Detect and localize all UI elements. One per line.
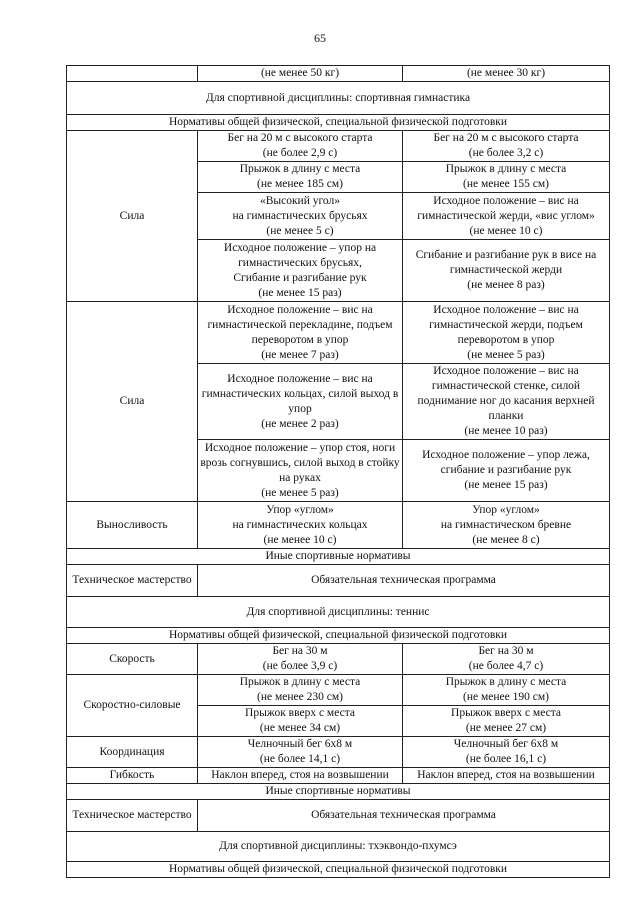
table-cell: Исходное положение – упор лежа, сгибание и разгибание рук (не менее 15 раз) — [403, 440, 610, 502]
discipline-title: Для спортивной дисциплины: спортивная гимнастика — [67, 82, 610, 115]
category-cell: Сила — [67, 302, 198, 502]
table-cell: (не менее 50 кг) — [198, 66, 403, 82]
table-row — [67, 800, 610, 832]
table-cell: Челночный бег 6х8 м (не более 16,1 с) — [403, 737, 610, 768]
table-cell: Прыжок в длину с места (не менее 230 см) — [198, 675, 403, 706]
table-cell — [67, 66, 198, 82]
category-cell: Техническое мастерство — [67, 800, 198, 832]
table-cell: «Высокий угол» на гимнастических брусьях (не менее 5 с) — [198, 193, 403, 240]
table-cell: Упор «углом» на гимнастических кольцах (не менее 10 с) — [198, 502, 403, 549]
table-cell: Исходное положение – вис на гимнастической жерди, подъем переворотом в упор (не менее 5 раз) — [403, 302, 610, 364]
norms-table — [66, 65, 610, 878]
table-cell: Упор «углом» на гимнастическом бревне (не менее 8 с) — [403, 502, 610, 549]
table-cell: Бег на 30 м (не более 3,9 с) — [198, 644, 403, 675]
section-header: Нормативы общей физической, специальной физической подготовки — [67, 628, 610, 644]
table-cell: Исходное положение – упор на гимнастических брусьях, Сгибание и разгибание рук (не менее 15 раз) — [198, 240, 403, 302]
table-cell: Сгибание и разгибание рук в висе на гимнастической жерди (не менее 8 раз) — [403, 240, 610, 302]
table-cell: Обязательная техническая программа — [198, 565, 610, 597]
category-cell: Координация — [67, 737, 198, 768]
section-header-row — [67, 628, 610, 644]
section-header: Нормативы общей физической, специальной физической подготовки — [67, 115, 610, 131]
discipline-row — [67, 597, 610, 628]
table-row — [67, 502, 610, 549]
table-cell: Прыжок вверх с места (не менее 34 см) — [198, 706, 403, 737]
category-cell: Сила — [67, 131, 198, 302]
category-cell: Гибкость — [67, 768, 198, 784]
discipline-row — [67, 82, 610, 115]
table-cell: Прыжок вверх с места (не менее 27 см) — [403, 706, 610, 737]
category-cell: Скорость — [67, 644, 198, 675]
table-row — [67, 737, 610, 768]
table-cell: Бег на 20 м с высокого старта (не более 3,2 с) — [403, 131, 610, 162]
section-header-row — [67, 115, 610, 131]
table-cell: Бег на 20 м с высокого старта (не более 2,9 с) — [198, 131, 403, 162]
table-cell: Прыжок в длину с места (не менее 190 см) — [403, 675, 610, 706]
section-header-row — [67, 784, 610, 800]
table-row — [67, 66, 610, 82]
table-cell: Наклон вперед, стоя на возвышении — [403, 768, 610, 784]
table-cell: Исходное положение – вис на гимнастической перекладине, подъем переворотом в упор (не менее 7 раз) — [198, 302, 403, 364]
discipline-title: Для спортивной дисциплины: теннис — [67, 597, 610, 628]
section-header-row — [67, 862, 610, 878]
table-row — [67, 131, 610, 162]
table-row — [67, 565, 610, 597]
discipline-title: Для спортивной дисциплины: тхэквондо-пхумсэ — [67, 832, 610, 862]
table-cell: Наклон вперед, стоя на возвышении — [198, 768, 403, 784]
table-cell: (не менее 30 кг) — [403, 66, 610, 82]
section-header: Нормативы общей физической, специальной физической подготовки — [67, 862, 610, 878]
page-number: 65 — [314, 31, 326, 45]
category-cell: Техническое мастерство — [67, 565, 198, 597]
table-row — [67, 675, 610, 706]
category-cell: Выносливость — [67, 502, 198, 549]
table-cell: Исходное положение – вис на гимнастической стенке, силой поднимание ног до касания верхней планки (не менее 10 раз) — [403, 364, 610, 440]
table-cell: Исходное положение – упор стоя, ноги врозь согнувшись, силой выход в стойку на руках (не менее 5 раз) — [198, 440, 403, 502]
table-cell: Прыжок в длину с места (не менее 155 см) — [403, 162, 610, 193]
table-cell: Прыжок в длину с места (не менее 185 см) — [198, 162, 403, 193]
table-row — [67, 768, 610, 784]
table-row — [67, 302, 610, 364]
category-cell: Скоростно-силовые — [67, 675, 198, 737]
section-header-row — [67, 549, 610, 565]
table-cell: Исходное положение – вис на гимнастических кольцах, силой выход в упор (не менее 2 раз) — [198, 364, 403, 440]
table-cell: Исходное положение – вис на гимнастической жерди, «вис углом» (не менее 10 с) — [403, 193, 610, 240]
section-header: Иные спортивные нормативы — [67, 784, 610, 800]
table-cell: Обязательная техническая программа — [198, 800, 610, 832]
table-cell: Челночный бег 6х8 м (не более 14,1 с) — [198, 737, 403, 768]
discipline-row — [67, 832, 610, 862]
table-cell: Бег на 30 м (не более 4,7 с) — [403, 644, 610, 675]
table-row — [67, 644, 610, 675]
section-header: Иные спортивные нормативы — [67, 549, 610, 565]
